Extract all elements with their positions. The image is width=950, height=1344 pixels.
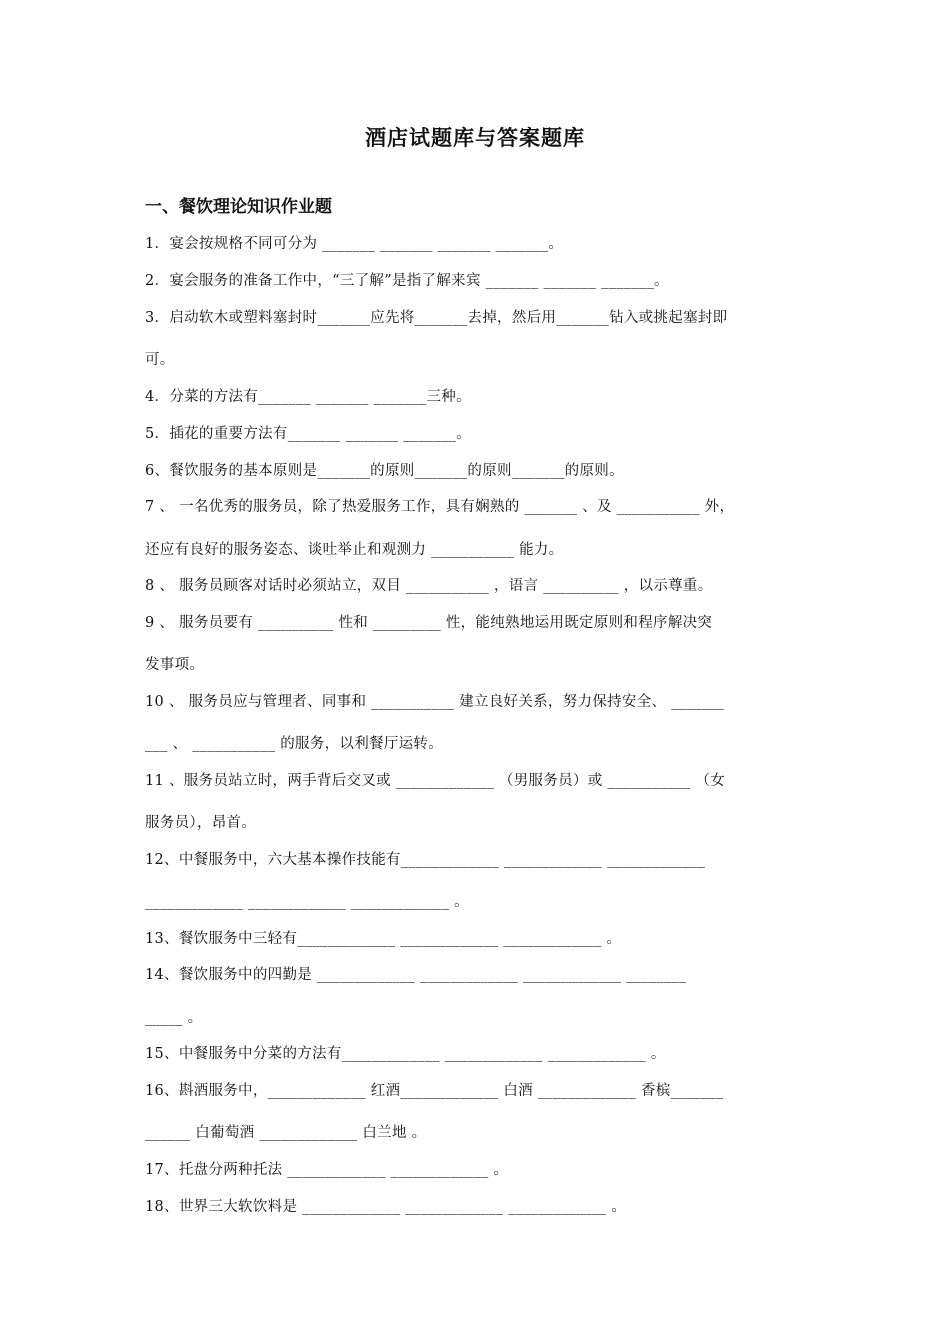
question-line: 18、世界三大软饮料是 _____________ _____________ _____________ 。: [145, 1199, 627, 1215]
question-line: 12、中餐服务中，六大基本操作技能有_____________ _____________ _____________: [145, 852, 706, 868]
question-line: 6、餐饮服务的基本原则是_______的原则_______的原则_______的原则。: [145, 463, 624, 479]
question-line: 3．启动软木或塑料塞封时_______应先将_______去掉，然后用_______钻入或挑起塞封即: [145, 310, 728, 326]
question-line: 16、斟酒服务中，_____________ 红酒_____________ 白酒 _____________ 香槟_______: [145, 1083, 724, 1099]
question-line: 10 、 服务员应与管理者、同事和 ___________ 建立良好关系，努力保持安全、 _______: [145, 694, 725, 710]
question-line: 8 、 服务员顾客对话时必须站立，双目 ___________ ，语言 __________ ，以示尊重。: [145, 578, 713, 594]
question-line: 9 、 服务员要有 __________ 性和 _________ 性，能纯熟地运用既定原则和程序解决突: [145, 615, 713, 631]
question-line: 7 、 一名优秀的服务员，除了热爱服务工作，具有娴熟的 _______ 、及 ___________ 外，: [145, 499, 735, 515]
question-line: ______ 白葡萄酒 _____________ 白兰地 。: [145, 1125, 427, 1141]
question-line: 15、中餐服务中分菜的方法有_____________ _____________ _____________ 。: [145, 1046, 666, 1062]
question-line: 13、餐饮服务中三轻有_____________ _____________ _____________ 。: [145, 931, 622, 947]
question-line: 发事项。: [145, 657, 205, 673]
question-line: 服务员），昂首。: [145, 815, 257, 831]
question-line: 1．宴会按规格不同可分为 _______ _______ _______ _______。: [145, 236, 564, 252]
question-line: 2．宴会服务的准备工作中，“三了解”是指了解来宾 _______ _______ _______。: [145, 273, 669, 289]
question-line: 17、托盘分两种托法 _____________ _____________ 。: [145, 1162, 509, 1178]
question-line: 5．插花的重要方法有_______ _______ _______。: [145, 426, 471, 442]
question-line: 可。: [145, 352, 175, 368]
question-line: 4．分菜的方法有_______ _______ _______三种。: [145, 389, 471, 405]
document-title: 酒店试题库与答案题库: [365, 125, 585, 150]
section-heading: 一、餐饮理论知识作业题: [145, 197, 332, 217]
question-line: 还应有良好的服务姿态、谈吐举止和观测力 ___________ 能力。: [145, 542, 564, 558]
question-line: ___ 、 ___________ 的服务，以利餐厅运转。: [145, 736, 444, 752]
question-line: 14、餐饮服务中的四勤是 _____________ _____________ _____________ ________: [145, 967, 687, 983]
question-line: _____ 。: [145, 1010, 203, 1026]
question-line: 11 、服务员站立时，两手背后交叉或 _____________ （男服务员）或 ___________ （女: [145, 773, 725, 789]
question-line: _____________ _____________ _____________ 。: [145, 894, 469, 910]
